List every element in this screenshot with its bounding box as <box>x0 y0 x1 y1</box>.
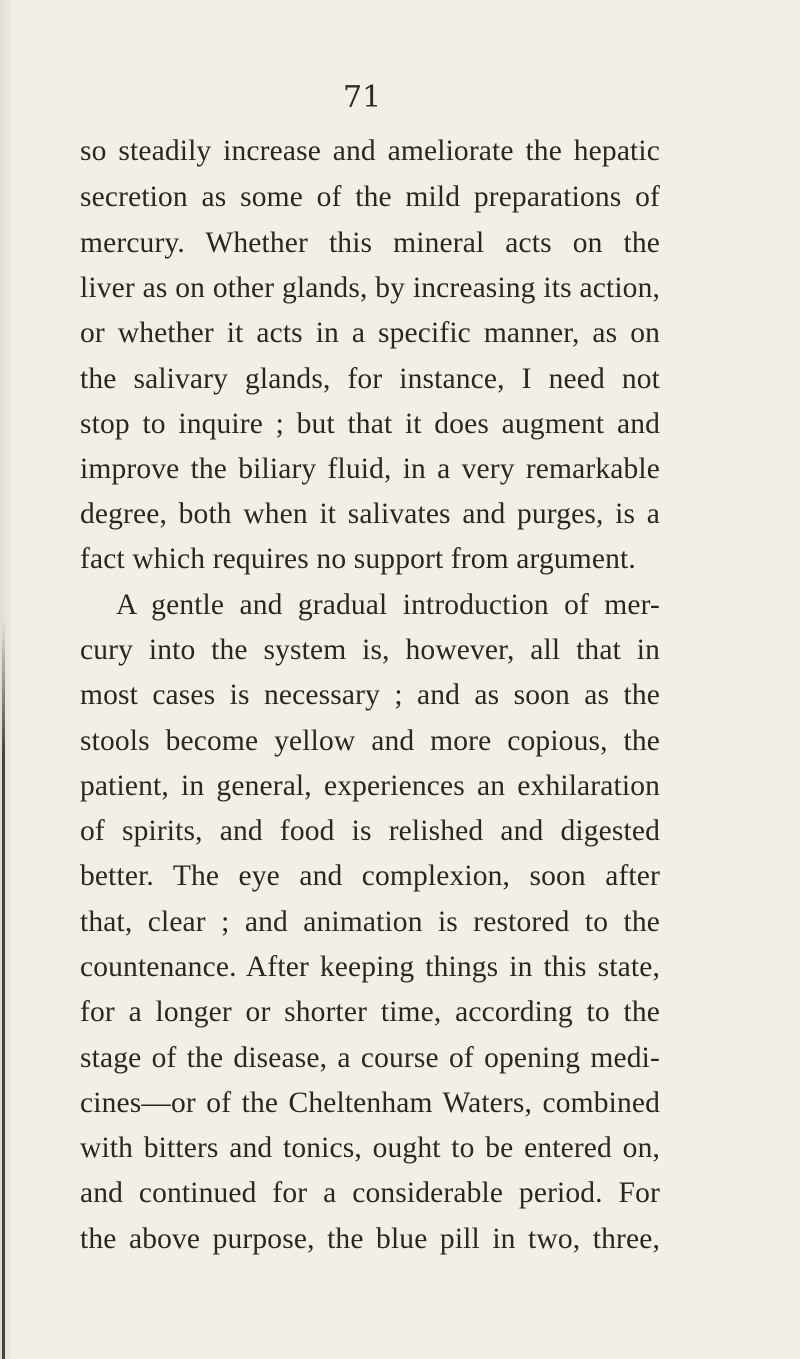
text-line-9: degree, both when it salivates and purges, is a <box>80 498 660 530</box>
text-line-18: that, clear ; and animation is restored to the <box>80 906 660 938</box>
text-line-24: and continued for a considerable period. For <box>80 1177 660 1209</box>
text-line-22: cines—or of the Cheltenham Waters, combined <box>80 1087 660 1119</box>
binding-edge-line <box>2 620 5 1359</box>
text-line-17: better. The eye and complexion, soon after <box>80 860 660 892</box>
text-line-14: stools become yellow and more copious, the <box>80 725 660 757</box>
text-line-19: countenance. After keeping things in this state, <box>80 951 660 983</box>
text-line-5: or whether it acts in a specific manner, as on <box>80 317 660 349</box>
text-line-23: with bitters and tonics, ought to be entered on, <box>80 1132 660 1164</box>
text-line-10: fact which requires no support from argument. <box>80 543 636 575</box>
text-line-3: mercury. Whether this mineral acts on the <box>80 227 660 259</box>
text-line-21: stage of the disease, a course of opening medi- <box>80 1042 660 1074</box>
text-line-13: most cases is necessary ; and as soon as the <box>80 679 660 711</box>
text-line-4: liver as on other glands, by increasing its action, <box>80 272 660 304</box>
text-line-7: stop to inquire ; but that it does augment and <box>80 408 660 440</box>
text-line-6: the salivary glands, for instance, I need not <box>80 363 660 395</box>
page-number: 71 <box>343 80 382 115</box>
text-line-2: secretion as some of the mild preparations of <box>80 181 660 213</box>
text-line-20: for a longer or shorter time, according to the <box>80 996 660 1028</box>
text-line-16: of spirits, and food is relished and digested <box>80 815 660 847</box>
text-line-8: improve the biliary fluid, in a very remarkable <box>80 453 660 485</box>
text-line-12: cury into the system is, however, all that in <box>80 634 660 666</box>
text-line-1: so steadily increase and ameliorate the hepatic <box>80 135 660 167</box>
text-line-25: the above purpose, the blue pill in two, three, <box>80 1223 660 1255</box>
text-line-15: patient, in general, experiences an exhilaration <box>80 770 660 802</box>
text-line-11: A gentle and gradual introduction of mer- <box>116 589 660 621</box>
